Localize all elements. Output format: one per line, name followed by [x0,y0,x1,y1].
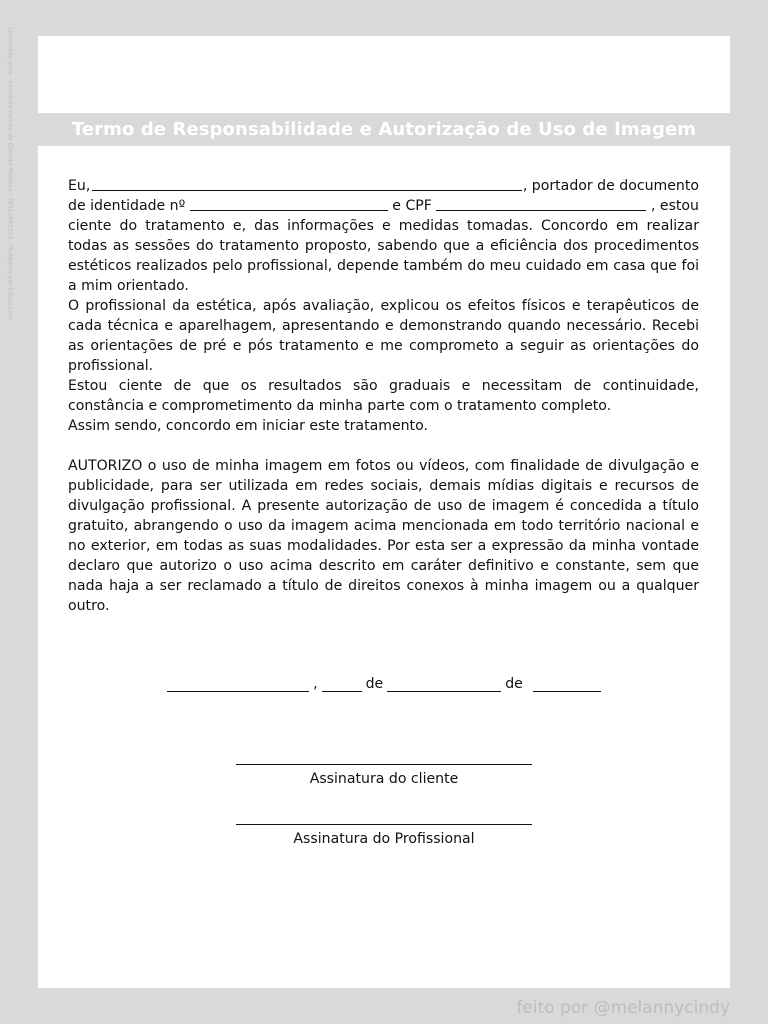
cpf-blank-field[interactable] [436,196,646,211]
paragraph-consent: ciente do tratamento e, das informações e medidas tomadas. Concordo em realizar todas as sessões do tratamento proposto, sabendo que a eficiência dos procedimentos estéticos realizados pelo profissional, depende também do meu cuidado em casa que foi a mim orientado. [68,218,699,294]
id-prefix: de identidade nº [68,198,186,214]
month-blank-field[interactable] [387,677,501,692]
client-signature-block [38,764,730,787]
client-signature-line[interactable] [236,764,532,765]
paragraph-image-authorization: AUTORIZO o uso de minha imagem em fotos ou vídeos, com finalidade de divulgação e publicidade, para ser utilizada em redes sociais, demais mídias digitais e recursos de divulgação profissional. A presente autorização de uso de imagem é concedida a título gratuito, abrangendo o uso da imagem acima mencionada em todo território nacional e no exterior, em todas as suas modalidades. Por esta ser a expressão da minha vontade declaro que autorizo o uso acima descrito em caráter definitivo e constante, sem que nada haja a ser reclamado a título de direitos conexos à minha imagem ou a qualquer outro. [68,458,699,614]
id-line [68,196,699,216]
paragraph-agreement: Assim sendo, concordo em iniciar este tratamento. [68,418,428,434]
name-suffix: , portador de documento [522,178,699,194]
paragraph-evaluation: O profissional da estética, após avaliação, explicou os efeitos físicos e terapêuticos de cada técnica e aparelhagem, apresentando e demonstrando quando necessário. Recebi as orientações de pré e pós tratamento e me comprometo a seguir as orientações do profissional. [68,298,699,374]
date-sep-comma: , [313,676,318,692]
paragraph-results: Estou ciente de que os resultados são graduais e necessitam de continuidade, constância e comprometimento da minha parte com o tratamento completo. [68,378,699,414]
name-line [68,176,699,196]
cpf-label: e CPF [392,198,432,214]
professional-signature-label: Assinatura do Profissional [293,831,475,847]
professional-signature-line[interactable] [236,824,532,825]
spacer [68,436,699,456]
id-suffix: , estou [650,198,699,214]
client-signature-label: Assinatura do cliente [309,771,459,787]
date-line [38,676,730,692]
side-watermark: Licenciado para - Fernanda Pereira de Oliveira Pedrosa - 76311092318 - Protegido por Eduzz.com [6,27,14,320]
id-number-blank-field[interactable] [190,196,388,211]
document-body [68,176,699,616]
day-blank-field[interactable] [322,677,362,692]
date-sep-de-1: de [365,676,384,692]
title-bar [38,113,730,146]
document-title: Termo de Responsabilidade e Autorização de Uso de Imagem [71,119,697,140]
credit-text: feito por @melannycindy [516,998,730,1018]
year-blank-field[interactable] [533,677,601,692]
city-blank-field[interactable] [167,677,309,692]
professional-signature-block [38,824,730,847]
document-page [38,36,730,988]
name-prefix: Eu, [68,178,91,194]
date-sep-de-2: de [505,676,523,692]
name-blank-field[interactable] [92,176,522,191]
